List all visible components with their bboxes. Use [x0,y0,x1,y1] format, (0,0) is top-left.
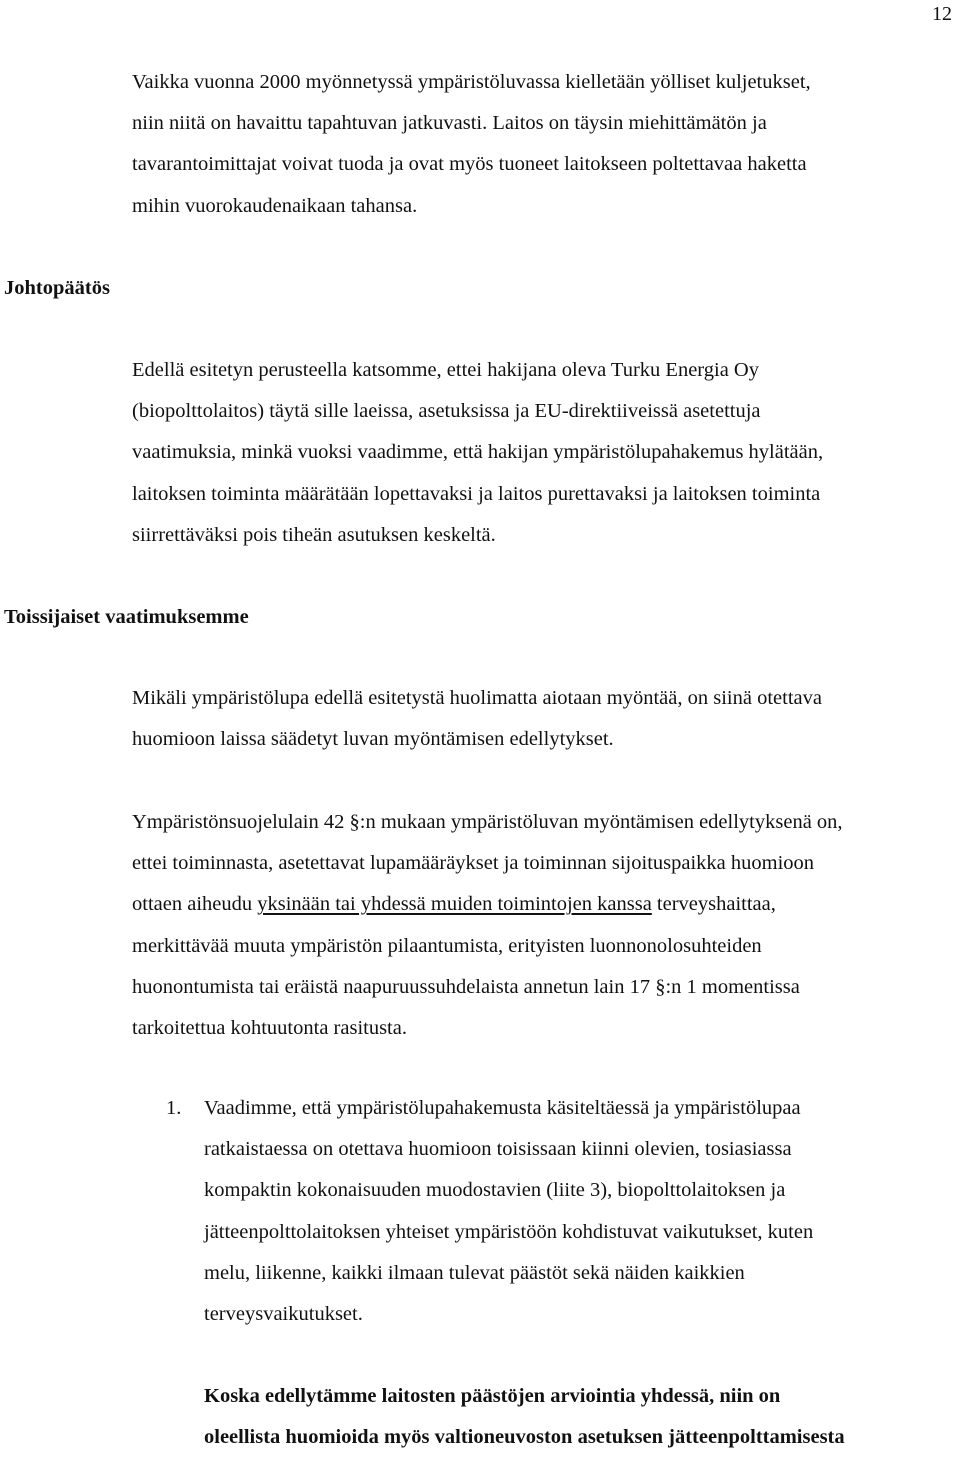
secondary-p1-line: Mikäli ympäristölupa edellä esitetystä huolimatta aiotaan myöntää, on siinä otettava [132,687,822,709]
bold-paragraph [204,1376,845,1458]
list-item-text [204,1088,813,1335]
bold-line: oleellista huomioida myös valtioneuvoston asetuksen jätteenpolttamisesta [204,1426,845,1449]
secondary-paragraph-1 [132,678,822,760]
intro-line: Vaikka vuonna 2000 myönnetyssä ympäristöluvassa kielletään yölliset kuljetukset, [132,71,811,93]
page-number: 12 [932,3,952,25]
conclusion-heading: Johtopäätös [4,277,110,299]
list-item-line: jätteenpolttolaitoksen yhteiset ympäristöön kohdistuvat vaikutukset, kuten [204,1220,814,1243]
conclusion-line: (biopolttolaitos) täytä sille laeissa, asetuksissa ja EU-direktiiveissä asetettuja [132,400,761,423]
secondary-p2-line: ettei toiminnasta, asetettavat lupamääräykset ja toiminnan sijoituspaikka huomioon [132,852,815,875]
intro-line: mihin vuorokaudenaikaan tahansa. [132,194,418,217]
conclusion-line: laitoksen toiminta määrätään lopettavaksi ja laitos purettavaksi ja laitoksen toiminta [132,482,821,505]
intro-line: niin niitä on havaittu tapahtuvan jatkuvasti. Laitos on täysin miehittämätön ja [132,112,767,135]
list-item-line: Vaadimme, että ympäristölupahakemusta käsiteltäessä ja ympäristölupaa [204,1097,801,1119]
secondary-p2-line: tarkoitettua kohtuutonta rasitusta. [132,1017,407,1040]
secondary-p2-line: huonontumista tai eräistä naapuruussuhdelaista annetun lain 17 §:n 1 momentissa [132,975,800,998]
secondary-p1-line: huomioon laissa säädetyt luvan myöntämisen edellytykset. [132,728,614,751]
list-item-line: melu, liikenne, kaikki ilmaan tulevat päästöt sekä näiden kaikkien [204,1261,745,1284]
list-item-number: 1. [166,1097,182,1119]
intro-line: tavarantoimittajat voivat tuoda ja ovat myös tuoneet laitokseen poltettavaa haketta [132,153,807,176]
underlined-phrase: yksinään tai yhdessä muiden toimintojen kanssa [257,893,652,916]
line3-post-text: terveyshaittaa, [651,893,776,916]
secondary-paragraph-2 [132,802,843,1049]
line3-pre-text: ottaen aiheudu [132,893,258,916]
secondary-p2-line: Ympäristönsuojelulain 42 §:n mukaan ympäristöluvan myöntämisen edellytyksenä on, [132,811,843,833]
secondary-heading: Toissijaiset vaatimuksemme [4,606,249,628]
conclusion-line: Edellä esitetyn perusteella katsomme, ettei hakijana oleva Turku Energia Oy [132,359,759,381]
secondary-p2-line [132,884,843,925]
list-item-line: kompaktin kokonaisuuden muodostavien (liite 3), biopolttolaitoksen ja [204,1179,786,1202]
conclusion-line: vaatimuksia, minkä vuoksi vaadimme, että hakijan ympäristölupahakemus hylätään, [132,441,824,464]
list-item-line: ratkaistaessa on otettava huomioon toisissaan kiinni olevien, tosiasiassa [204,1138,792,1161]
bold-line: Koska edellytämme laitosten päästöjen arviointia yhdessä, niin on [204,1385,781,1407]
conclusion-paragraph [132,350,823,556]
list-item-line: terveysvaikutukset. [204,1303,363,1326]
intro-paragraph [132,62,811,227]
conclusion-line: siirrettäväksi pois tiheän asutuksen keskeltä. [132,523,496,546]
secondary-p2-line: merkittävää muuta ympäristön pilaantumista, erityisten luonnonolosuhteiden [132,934,762,957]
